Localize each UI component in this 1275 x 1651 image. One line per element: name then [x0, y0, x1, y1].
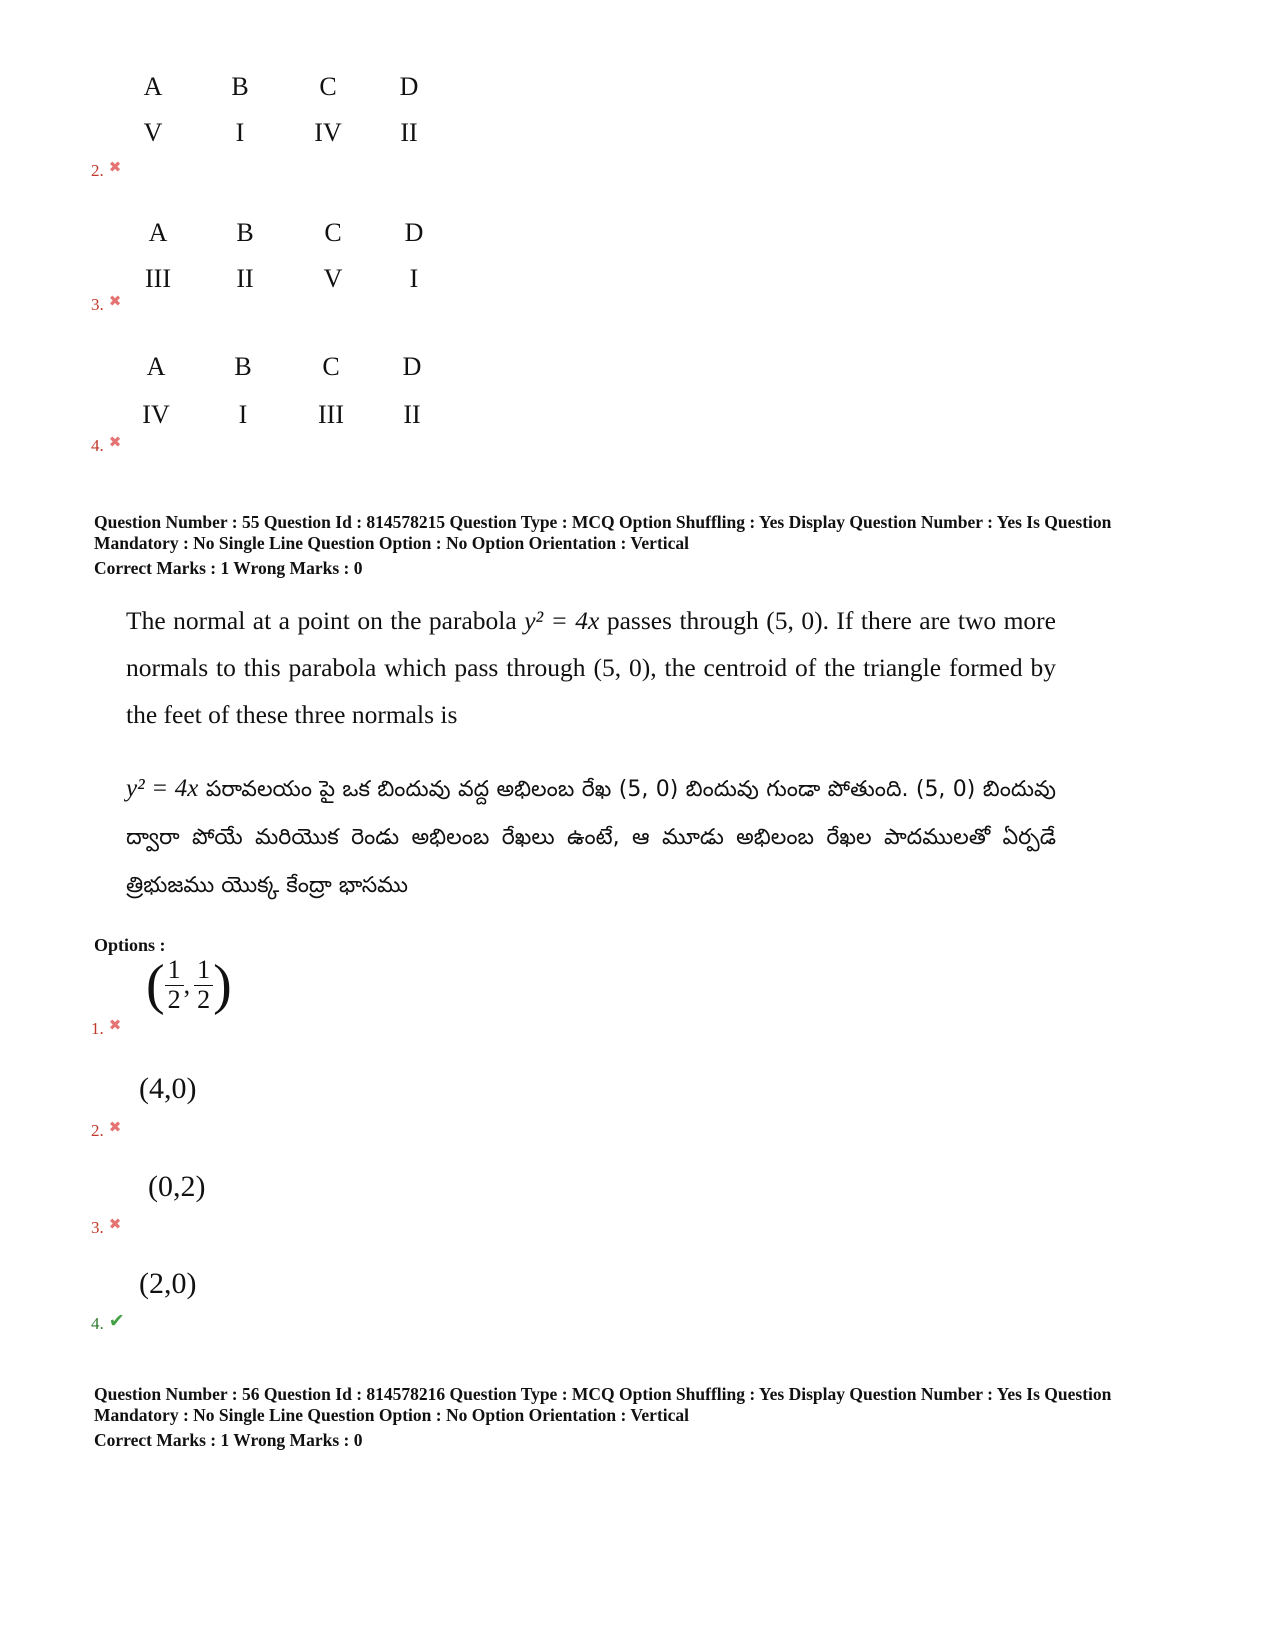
option-number: 4. ✖: [91, 435, 122, 455]
match-value: II: [236, 264, 254, 293]
match-head: C: [322, 352, 340, 381]
match-head: C: [319, 72, 337, 101]
match-value: V: [143, 118, 163, 147]
cross-icon: ✖: [108, 1018, 122, 1034]
marks-line: Correct Marks : 1 Wrong Marks : 0: [94, 1430, 363, 1450]
fraction: $\frac{1}{2}$: [165, 956, 184, 1014]
check-icon: ✔: [108, 1311, 125, 1332]
match-value: IV: [314, 118, 342, 147]
cross-icon: ✖: [108, 1120, 122, 1136]
option-number: 3. ✖: [91, 1217, 122, 1237]
meta-line: Mandatory : No Single Line Question Option : No Option Orientation : Vertical: [94, 533, 690, 553]
match-head: A: [143, 72, 163, 101]
option-2-value: (4,0): [139, 1072, 197, 1105]
option-number: 2. ✖: [91, 1120, 122, 1140]
match-head: D: [404, 218, 424, 247]
option-4-value: (2,0): [139, 1267, 197, 1300]
match-value: I: [409, 264, 419, 293]
match-head: B: [231, 72, 249, 101]
option-number: 4. ✔: [91, 1311, 125, 1333]
equation: y² = 4x: [524, 606, 600, 635]
cross-icon: ✖: [108, 294, 122, 310]
match-value: I: [238, 400, 248, 429]
meta-line: Question Number : 56 Question Id : 814578216 Question Type : MCQ Option Shuffling : Yes Display Question Number : Yes Is Question: [94, 1384, 1112, 1404]
equation: y² = 4x: [126, 775, 199, 802]
match-value: IV: [142, 400, 170, 429]
options-label: Options :: [94, 935, 166, 955]
option-3-value: (0,2): [148, 1170, 206, 1203]
meta-line: Question Number : 55 Question Id : 814578215 Question Type : MCQ Option Shuffling : Yes Display Question Number : Yes Is Question: [94, 512, 1112, 532]
question-55-meta: [94, 512, 1194, 579]
match-head: A: [148, 218, 168, 247]
match-head: D: [399, 72, 419, 101]
match-head: B: [234, 352, 252, 381]
meta-line: Mandatory : No Single Line Question Option : No Option Orientation : Vertical: [94, 1405, 690, 1425]
match-value: I: [235, 118, 245, 147]
match-head: B: [236, 218, 254, 247]
question-text-english: The normal at a point on the parabola y² = 4x passes through (5, 0). If there are two more normals to this parabola which pass through (5, 0), the centroid of the triangle formed by the feet of these three normals is: [126, 606, 1056, 729]
match-head: C: [324, 218, 342, 247]
match-value: II: [400, 118, 418, 147]
match-head: A: [146, 352, 166, 381]
match-value: II: [403, 400, 421, 429]
match-value: III: [145, 264, 171, 293]
match-value: V: [323, 264, 343, 293]
option-number: 2. ✖: [91, 160, 122, 180]
question-text-telugu: y² = 4x పరావలయం పై ఒక బిందువు వద్ద అభిలంబ రేఖ (5, 0) బిందువు గుండా పోతుంది. (5, 0) బిందువు ద్వారా పోయే మరియొక రెండు అభిలంబ రేఖలు ఉంటే, ఆ మూడు అభిలంబ రేఖల పాదములతో ఏర్పడే త్రిభుజము యొక్క కేంద్రా భాసము: [126, 775, 1056, 898]
option-number: 3. ✖: [91, 294, 122, 314]
match-head: D: [402, 352, 422, 381]
cross-icon: ✖: [108, 435, 122, 451]
option-number: 1. ✖: [91, 1018, 122, 1038]
marks-line: Correct Marks : 1 Wrong Marks : 0: [94, 558, 363, 578]
cross-icon: ✖: [108, 1217, 122, 1233]
match-value: III: [318, 400, 344, 429]
cross-icon: ✖: [108, 160, 122, 176]
fraction: $\frac{1}{2}$: [194, 956, 213, 1014]
option-1-value: ( $\frac{1}{2}$ , $\frac{1}{2}$ ): [146, 954, 232, 1017]
question-56-meta: [94, 1384, 1194, 1451]
